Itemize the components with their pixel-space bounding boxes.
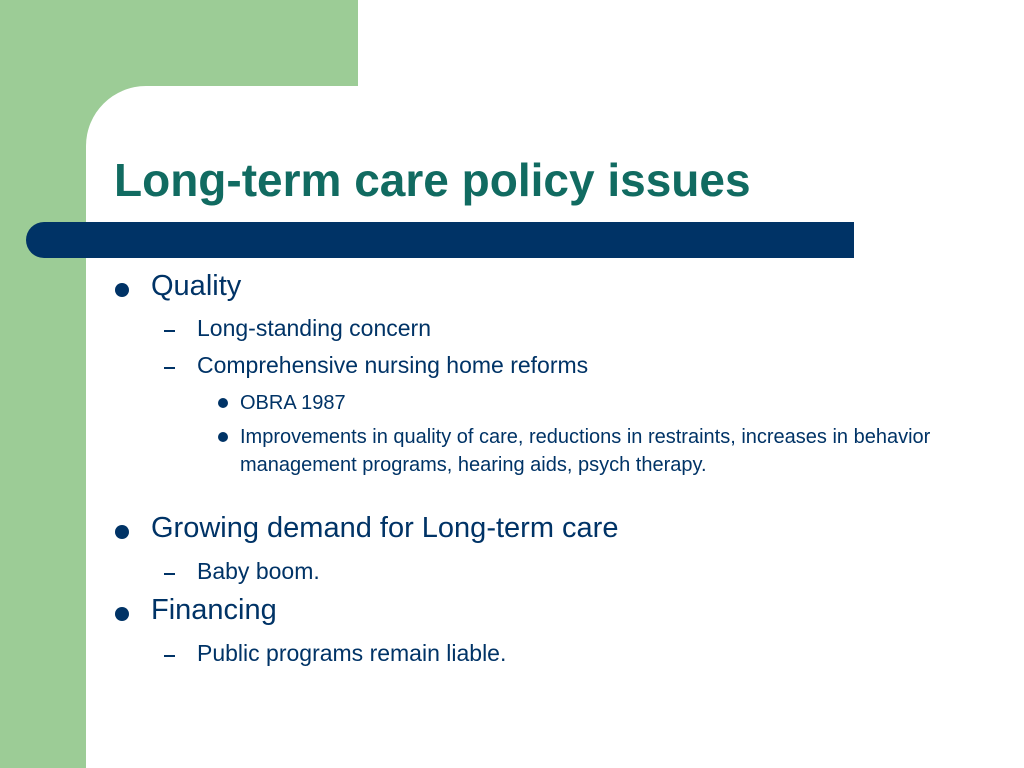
bullet-icon — [218, 398, 228, 408]
dash-icon — [164, 367, 175, 369]
sub-bullet-item: Long-standing concern — [197, 315, 431, 341]
sub-sub-bullet-item: OBRA 1987 — [240, 392, 346, 414]
bullet-icon — [115, 283, 129, 297]
dash-icon — [164, 330, 175, 332]
bullet-icon — [115, 607, 129, 621]
bullet-item: Quality — [151, 270, 242, 302]
bullet-item: Financing — [151, 594, 277, 626]
dash-icon — [164, 655, 175, 657]
sub-bullet-item: Comprehensive nursing home reforms — [197, 352, 589, 378]
bullet-icon — [218, 432, 228, 442]
dash-icon — [164, 573, 175, 575]
bullet-item: Growing demand for Long-term care — [151, 512, 619, 544]
sub-sub-bullet-item: Improvements in quality of care, reductions in restraints, increases in behavior management programs, hearing aids, psych therapy. — [240, 426, 931, 476]
sub-bullet-item: Public programs remain liable. — [197, 640, 507, 666]
slide-title: Long-term care policy issues — [114, 154, 751, 206]
bullet-icon — [115, 525, 129, 539]
title-underline-bar — [26, 222, 854, 258]
sub-bullet-item: Baby boom. — [197, 558, 320, 584]
